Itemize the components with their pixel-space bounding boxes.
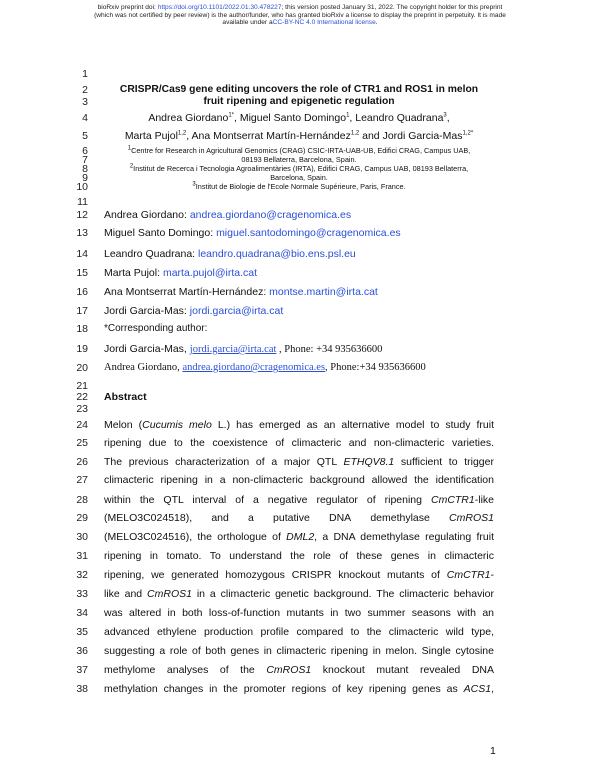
license-link[interactable]: CC-BY-NC 4.0 International license — [272, 19, 376, 27]
abstract-text: in a climacteric genetic background. The climacteric behavior — [191, 588, 494, 600]
corresponding-name: Jordi Garcia-Mas, — [104, 343, 190, 355]
email-line — [104, 267, 257, 279]
author-line-2 — [104, 130, 494, 142]
author-sup: 1,2 — [350, 130, 360, 137]
line-number: 18 — [76, 323, 88, 335]
line-number: 22 — [76, 391, 88, 403]
abstract-line: ripening in tomato. To understand the role of these genes in climacteric — [104, 550, 494, 562]
line-number: 28 — [76, 494, 88, 506]
email-line — [104, 305, 283, 317]
header-text: bioRxiv preprint doi: — [97, 4, 158, 11]
page-number: 1 — [490, 745, 496, 757]
affiliation-sup: 2 — [129, 163, 134, 170]
line-number: 14 — [76, 248, 88, 260]
line-number: 29 — [76, 512, 88, 524]
abstract-word: a — [248, 512, 254, 524]
abstract-italic: CmROS1 — [266, 664, 312, 676]
affiliation-2-line-1 — [104, 164, 494, 173]
header-line-2: (which was not certified by peer review) is the author/funder, who has granted bioRxiv a license to display the preprint in perpetuity. It is made — [94, 11, 506, 19]
line-number: 3 — [82, 96, 88, 108]
line-number: 13 — [76, 227, 88, 239]
author-name: Miguel Santo Domingo — [239, 112, 347, 124]
abstract-text: L.) has emerged as an alternative model to study fruit — [211, 419, 494, 431]
abstract-line: was altered in both loss-of-function mutants in two summer seasons with an — [104, 607, 494, 619]
abstract-line: climacteric ripening in a non-climacteric background allowed the identification — [104, 474, 494, 486]
email-line — [104, 209, 351, 221]
abstract-word: putative — [273, 512, 310, 524]
abstract-italic: CmROS1 — [147, 588, 192, 600]
line-number: 4 — [82, 112, 88, 124]
abstract-text: - — [490, 569, 494, 581]
line-number: 15 — [76, 267, 88, 279]
email-link[interactable]: marta.pujol@irta.cat — [162, 267, 258, 279]
line-number: 24 — [76, 419, 88, 431]
abstract-line — [104, 419, 494, 431]
paper-title-line-1: CRISPR/Cas9 gene editing uncovers the role of CTR1 and ROS1 in melon — [119, 84, 479, 95]
affiliation-3-line-1 — [104, 182, 494, 191]
abstract-heading: Abstract — [104, 391, 147, 403]
author-sup: 1* — [228, 112, 234, 119]
abstract-italic: CmCTR1 — [446, 569, 491, 581]
separator: , — [233, 112, 240, 124]
line-number: 31 — [76, 550, 88, 562]
abstract-text: like and — [104, 588, 148, 600]
affiliation-sup: 1 — [127, 145, 132, 152]
abstract-text: , — [491, 683, 494, 695]
author-line-1 — [104, 112, 494, 124]
author-name: Marta Pujol — [124, 130, 178, 142]
abstract-text: , a DNA demethylase regulating fruit — [314, 531, 494, 543]
line-number: 23 — [76, 403, 88, 415]
abstract-line — [104, 569, 494, 581]
affiliation-text: Centre for Research in Agricultural Genomics (CRAG) CSIC-IRTA-UAB-UB, Edifici CRAG, Campus UAB, — [131, 146, 471, 155]
abstract-text: The previous characterization of a major QTL — [104, 456, 344, 468]
abstract-line — [104, 512, 494, 524]
author-name: Ana Montserrat Martín-Hernández — [191, 130, 351, 142]
corresponding-phone: , Phone: +34 935636600 — [276, 344, 383, 355]
email-name: Jordi Garcia-Mas: — [104, 305, 190, 317]
separator: , — [349, 112, 356, 124]
line-number: 11 — [77, 196, 88, 208]
abstract-italic: DML2 — [286, 531, 315, 543]
separator: and — [359, 130, 383, 142]
email-line — [104, 286, 378, 298]
abstract-word: (MELO3C024518), — [104, 512, 193, 524]
line-number: 21 — [76, 380, 88, 392]
abstract-text: Melon ( — [104, 419, 143, 431]
corresponding-line-1 — [104, 343, 382, 356]
author-sup: 3 — [443, 112, 447, 119]
abstract-line: advanced ethylene production profile compared to the climacteric wild type, — [104, 626, 494, 638]
author-sup: 1,2 — [177, 130, 187, 137]
corresponding-email-link[interactable]: jordi.garcia@irta.cat — [189, 344, 277, 355]
email-name: Leandro Quadrana: — [104, 248, 198, 260]
abstract-italic: Cucumis melo — [142, 419, 212, 431]
line-number: 8 — [82, 163, 88, 175]
separator: , — [186, 130, 192, 142]
abstract-text: ripening, we generated homozygous CRISPR knockout mutants of — [104, 569, 447, 581]
abstract-text: methylation changes in the promoter regions of key ripening genes as — [104, 683, 464, 695]
line-number: 5 — [82, 130, 88, 142]
affiliation-text: Institut de Biologie de l'Ecole Normale Supérieure, Paris, France. — [195, 182, 406, 191]
line-number: 32 — [76, 569, 88, 581]
email-name: Miguel Santo Domingo: — [104, 227, 217, 239]
email-name: Ana Montserrat Martín-Hernández: — [104, 286, 270, 298]
line-number: 12 — [76, 209, 88, 221]
line-number: 38 — [76, 683, 88, 695]
abstract-line: ripening due to the coexistence of climacteric and non-climacteric varieties. — [104, 437, 494, 449]
line-number: 25 — [76, 437, 88, 449]
email-line — [104, 248, 356, 260]
line-number: 19 — [76, 343, 88, 355]
corresponding-line-2 — [104, 362, 426, 374]
line-number: 36 — [76, 645, 88, 657]
author-sup: 1,2* — [462, 130, 474, 137]
author-name: Andrea Giordano — [148, 112, 229, 124]
email-link[interactable]: miguel.santodomingo@cragenomica.es — [216, 227, 401, 239]
header-text: available under a — [222, 19, 273, 27]
affiliation-sup: 3 — [192, 181, 196, 188]
abstract-word: and — [211, 512, 229, 524]
affiliation-text: Institut de Recerca i Tecnologia Agroalimentàries (IRTA), Edifici CRAG, Campus UAB, 08193 Bellaterra, — [133, 164, 469, 173]
abstract-text: -like — [474, 494, 494, 506]
email-link[interactable]: jordi.garcia@irta.cat — [189, 305, 284, 317]
abstract-text: within the QTL interval of a negative regulator of ripening — [104, 494, 431, 506]
author-name: Jordi Garcia-Mas — [382, 130, 463, 142]
email-link[interactable]: andrea.giordano@cragenomica.es — [189, 209, 352, 221]
header-text: . — [375, 19, 378, 27]
line-number: 26 — [76, 456, 88, 468]
affiliation-1-line-1 — [104, 146, 494, 155]
email-name: Andrea Giordano: — [104, 209, 190, 221]
email-link[interactable]: leandro.quadrana@bio.ens.psl.eu — [198, 248, 356, 260]
abstract-text: knockout mutant revealed DNA — [311, 664, 494, 676]
abstract-line — [104, 664, 494, 676]
separator: , — [446, 112, 450, 124]
line-number: 9 — [82, 172, 88, 184]
header-line-3 — [60, 19, 540, 27]
abstract-line — [104, 494, 494, 506]
abstract-word: demethylase — [370, 512, 430, 524]
line-number: 6 — [82, 145, 88, 157]
author-sup: 1 — [346, 112, 350, 119]
abstract-text: methylome analyses of the — [104, 664, 267, 676]
abstract-italic: ACS1 — [463, 683, 492, 695]
email-line — [104, 227, 401, 239]
email-link[interactable]: montse.martin@irta.cat — [269, 286, 378, 298]
abstract-italic: CmROS1 — [449, 512, 494, 524]
abstract-italic: ETHQV8.1 — [343, 456, 395, 468]
abstract-italic: CmCTR1 — [430, 494, 475, 506]
corresponding-phone: , Phone:+34 935636600 — [325, 362, 426, 373]
abstract-line — [104, 456, 494, 468]
affiliation-1-line-2: 08193 Bellaterra, Barcelona, Spain. — [241, 155, 357, 164]
line-number: 1 — [82, 68, 88, 80]
corresponding-name: Andrea Giordano, — [104, 362, 183, 373]
abstract-word: DNA — [328, 512, 352, 524]
abstract-text: (MELO3C024516), the orthologue of — [104, 531, 287, 543]
line-number: 2 — [82, 84, 88, 96]
line-number: 35 — [76, 626, 88, 638]
line-number: 33 — [76, 588, 88, 600]
line-number: 34 — [76, 607, 88, 619]
abstract-line — [104, 588, 494, 600]
corresponding-label: *Corresponding author: — [104, 323, 208, 334]
line-number: 17 — [76, 305, 88, 317]
line-number: 27 — [76, 474, 88, 486]
email-name: Marta Pujol: — [104, 267, 163, 279]
header-line-1 — [60, 4, 540, 12]
line-number: 7 — [82, 154, 88, 166]
preprint-header — [60, 4, 540, 27]
line-number: 20 — [76, 362, 88, 374]
line-number: 10 — [76, 181, 88, 193]
abstract-line — [104, 531, 494, 543]
header-text: ; this version posted January 31, 2022. The copyright holder for this preprint — [281, 4, 503, 11]
line-number: 37 — [76, 664, 88, 676]
abstract-text: sufficient to trigger — [394, 456, 494, 468]
abstract-line — [104, 683, 494, 695]
author-name: Leandro Quadrana — [355, 112, 444, 124]
paper-title-line-2: fruit ripening and epigenetic regulation — [203, 96, 395, 107]
line-number: 30 — [76, 531, 88, 543]
line-number: 16 — [76, 286, 88, 298]
doi-link[interactable]: https://doi.org/10.1101/2022.01.30.478227 — [157, 4, 282, 11]
abstract-line: suggesting a role of both genes in climacteric ripening in melon. Single cytosine — [104, 645, 494, 657]
affiliation-2-line-2: Barcelona, Spain. — [270, 173, 328, 182]
corresponding-email-link[interactable]: andrea.giordano@cragenomica.es — [182, 362, 326, 373]
